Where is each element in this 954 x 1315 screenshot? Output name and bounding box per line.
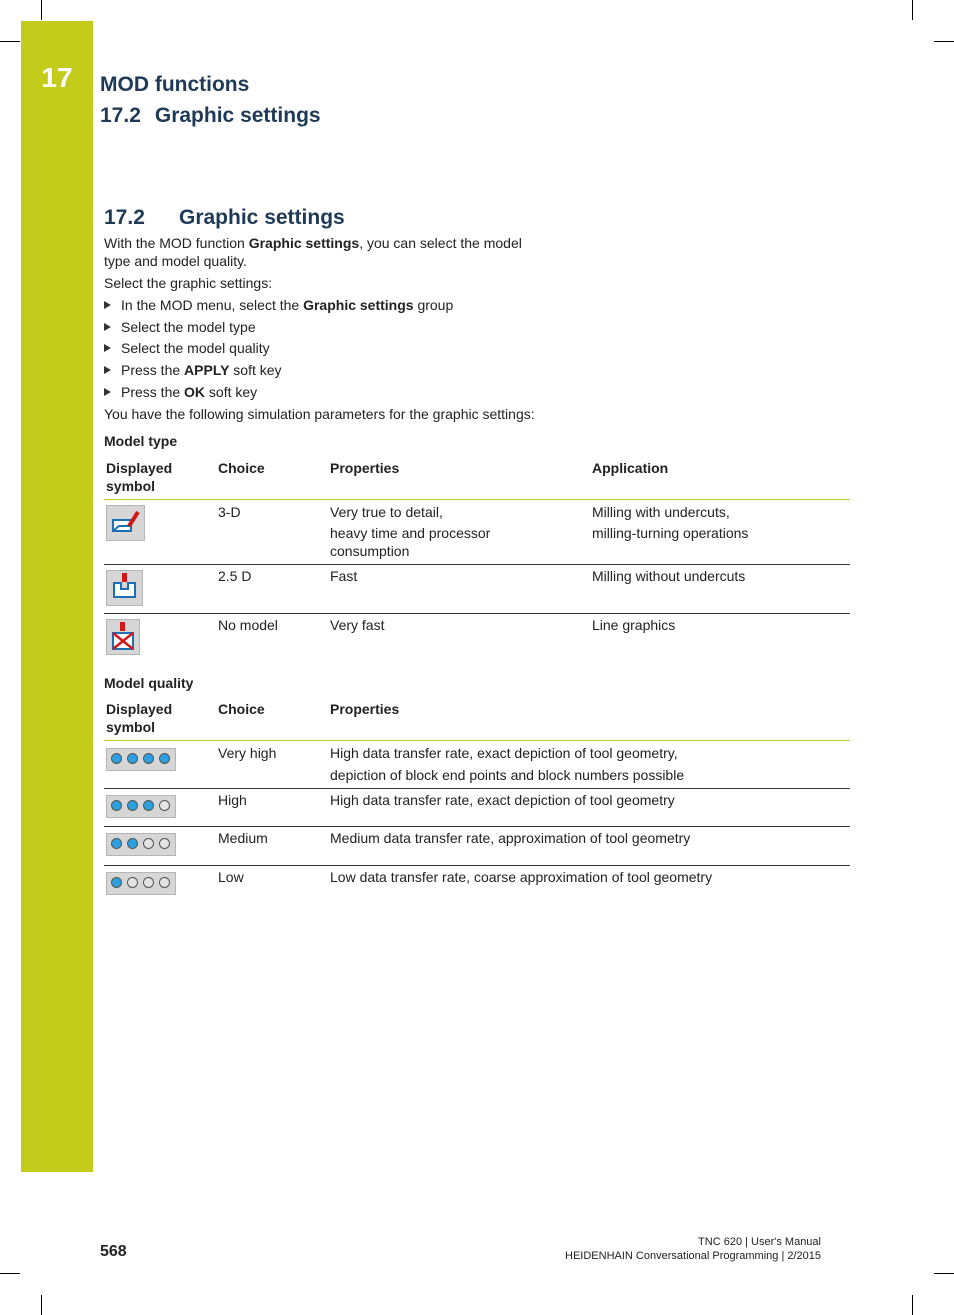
- running-header-title: Graphic settings: [154, 104, 321, 127]
- section-number: 17.2: [104, 206, 145, 229]
- page-number: 568: [100, 1243, 127, 1260]
- section-title: [104, 206, 345, 230]
- step-text: Select the model type: [121, 319, 256, 335]
- application-cell: Line graphics: [592, 617, 676, 633]
- quality-level-icon: [106, 795, 176, 818]
- properties-cell: Medium data transfer rate, approximation of tool geometry: [330, 830, 691, 846]
- empty-dot-icon: [143, 838, 154, 849]
- application-cell: milling-turning operations: [592, 525, 749, 541]
- filled-dot-icon: [159, 753, 170, 764]
- choice-cell: No model: [218, 617, 278, 633]
- filled-dot-icon: [127, 838, 138, 849]
- footer-line: TNC 620 | User's Manual: [698, 1236, 821, 1248]
- header-text: symbol: [106, 478, 156, 494]
- quality-level-icon: [106, 748, 176, 771]
- properties-cell: High data transfer rate, exact depiction of tool geometry: [330, 792, 675, 808]
- bullet-triangle-icon: [104, 388, 111, 396]
- model-quality-col-properties: Properties: [330, 701, 400, 717]
- step-bold: APPLY: [184, 362, 230, 378]
- section-name: Graphic settings: [179, 206, 345, 229]
- step-item: [104, 383, 257, 401]
- 3d-model-icon: [106, 505, 145, 541]
- intro-text: , you can select the model: [359, 235, 522, 251]
- running-header: [100, 104, 321, 128]
- empty-dot-icon: [143, 877, 154, 888]
- intro-text: With the MOD function: [104, 235, 249, 251]
- table-header-rule: [104, 740, 850, 741]
- properties-cell: Low data transfer rate, coarse approximation of tool geometry: [330, 869, 713, 885]
- choice-cell: 2.5 D: [218, 568, 252, 584]
- cell-text: Very true to detail,: [330, 504, 443, 520]
- choice-cell: Low: [218, 869, 244, 885]
- properties-cell: High data transfer rate, exact depiction of tool geometry,: [330, 745, 678, 761]
- step-item: [104, 339, 270, 357]
- cell-text: heavy time and processor: [330, 525, 491, 541]
- model-type-col-application: Application: [592, 460, 669, 476]
- step-bold: Graphic settings: [303, 297, 414, 313]
- step-item: [104, 361, 282, 379]
- empty-dot-icon: [127, 877, 138, 888]
- intro-paragraph: [104, 234, 522, 270]
- table-header-rule: [104, 499, 850, 500]
- empty-dot-icon: [159, 800, 170, 811]
- crop-mark: [912, 1295, 913, 1315]
- step-text: Press the: [121, 384, 185, 400]
- chapter-title: MOD functions: [100, 73, 250, 96]
- header-text: Displayed: [106, 701, 173, 717]
- application-cell: Milling with undercuts,: [592, 504, 730, 520]
- row-rule: [104, 613, 850, 614]
- properties-cell: [330, 524, 490, 560]
- header-text: symbol: [106, 719, 156, 735]
- properties-cell: [330, 503, 443, 521]
- step-item: [104, 296, 453, 314]
- step-text: In the MOD menu, select the: [121, 297, 304, 313]
- model-type-col-symbol: [106, 459, 172, 495]
- filled-dot-icon: [111, 877, 122, 888]
- model-quality-heading: Model quality: [104, 675, 194, 691]
- crop-mark: [41, 0, 42, 20]
- header-text: Displayed: [106, 460, 173, 476]
- row-rule: [104, 826, 850, 827]
- model-type-col-choice: Choice: [218, 460, 265, 476]
- crop-mark: [912, 0, 913, 20]
- step-text: soft key: [229, 362, 282, 378]
- select-prompt: Select the graphic settings:: [104, 275, 273, 291]
- cell-text: consumption: [330, 543, 410, 559]
- filled-dot-icon: [111, 838, 122, 849]
- no-model-icon: [106, 619, 140, 655]
- intro-bold: Graphic settings: [248, 235, 360, 251]
- bullet-triangle-icon: [104, 301, 111, 309]
- choice-cell: 3-D: [218, 504, 241, 520]
- properties-cell: Fast: [330, 568, 358, 584]
- filled-dot-icon: [111, 800, 122, 811]
- empty-dot-icon: [159, 838, 170, 849]
- crop-mark: [41, 1295, 42, 1315]
- choice-cell: Very high: [218, 745, 277, 761]
- crop-mark: [934, 1273, 954, 1274]
- bullet-triangle-icon: [104, 366, 111, 374]
- row-rule: [104, 564, 850, 565]
- choice-cell: Medium: [218, 830, 268, 846]
- page-footer: [565, 1235, 821, 1263]
- crop-mark: [0, 41, 20, 42]
- filled-dot-icon: [127, 800, 138, 811]
- step-text: Select the model quality: [121, 340, 270, 356]
- row-rule: [104, 788, 850, 789]
- step-text: soft key: [205, 384, 258, 400]
- filled-dot-icon: [127, 753, 138, 764]
- choice-cell: High: [218, 792, 247, 808]
- model-type-heading: Model type: [104, 433, 178, 449]
- running-header-number: 17.2: [100, 104, 141, 127]
- quality-level-icon: [106, 872, 176, 895]
- filled-dot-icon: [143, 753, 154, 764]
- model-type-col-properties: Properties: [330, 460, 400, 476]
- quality-level-icon: [106, 833, 176, 856]
- filled-dot-icon: [143, 800, 154, 811]
- filled-dot-icon: [111, 753, 122, 764]
- crop-mark: [934, 41, 954, 42]
- crop-mark: [0, 1273, 20, 1274]
- model-quality-col-symbol: [106, 700, 172, 736]
- chapter-number: 17: [41, 62, 73, 93]
- step-text: Press the: [121, 362, 185, 378]
- footer-line: HEIDENHAIN Conversational Programming | 2/2015: [565, 1250, 821, 1262]
- intro-text: type and model quality.: [104, 253, 247, 269]
- properties-cell: Very fast: [330, 617, 385, 633]
- chapter-sidebar: [21, 21, 93, 1172]
- step-item: [104, 318, 256, 336]
- bullet-triangle-icon: [104, 323, 111, 331]
- bullet-triangle-icon: [104, 344, 111, 352]
- step-text: group: [413, 297, 454, 313]
- model-quality-col-choice: Choice: [218, 701, 265, 717]
- step-bold: OK: [184, 384, 206, 400]
- 2-5d-model-icon: [106, 570, 143, 606]
- params-intro: You have the following simulation parameters for the graphic settings:: [104, 406, 535, 422]
- row-rule: [104, 865, 850, 866]
- application-cell: Milling without undercuts: [592, 568, 746, 584]
- empty-dot-icon: [159, 877, 170, 888]
- properties-cell: depiction of block end points and block numbers possible: [330, 767, 685, 783]
